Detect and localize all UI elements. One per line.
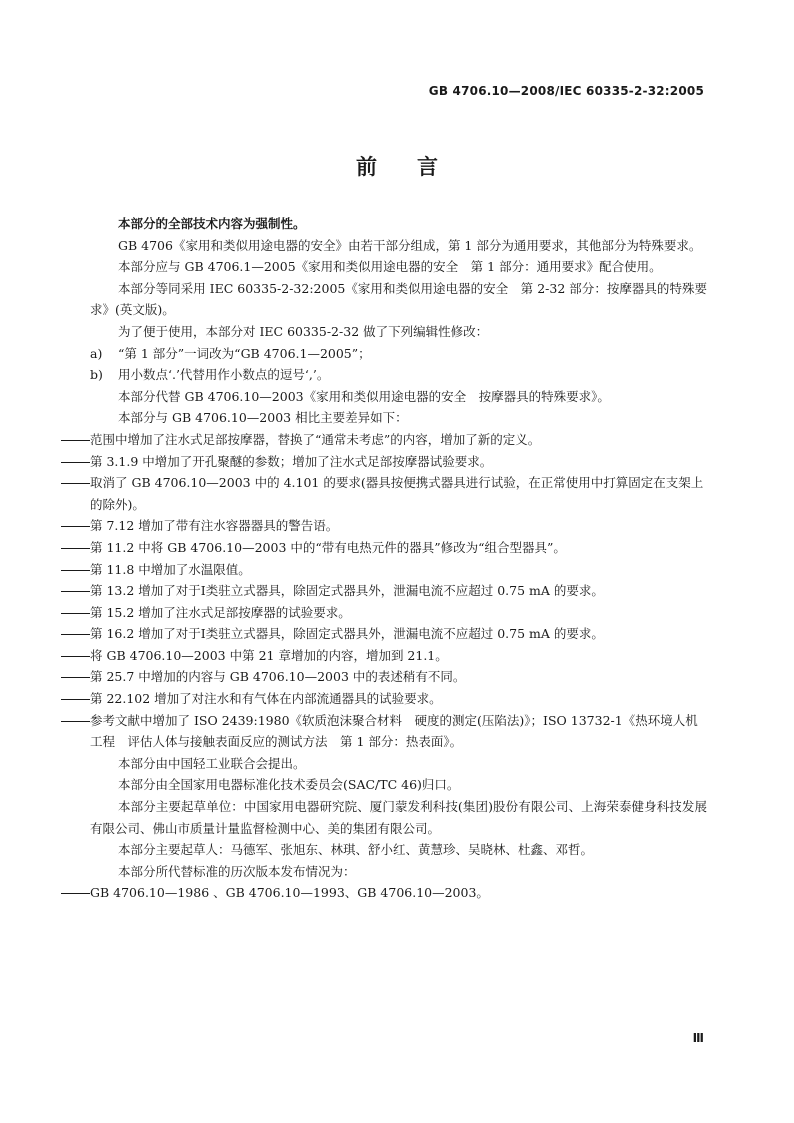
paragraph-history-intro: 本部分所代替标准的历次版本发布情况为： — [118, 863, 356, 879]
change-item-text: 第 22.102 增加了对注水和有气体在内部流通器具的试验要求。 — [90, 691, 442, 707]
paragraph-drafting-units: 本部分主要起草单位：中国家用电器研究院、厦门蒙发利科技(集团)股份有限公司、上海荣泰健身科技发展有限公司、佛山市质量计量监督检测中心、美的集团有限公司。 — [90, 799, 707, 836]
paragraph-used-with: 本部分应与 GB 4706.1—2005《家用和类似用途电器的安全 第 1 部分：通用要求》配合使用。 — [118, 259, 662, 275]
paragraph-proposed-by: 本部分由中国轻工业联合会提出。 — [118, 755, 306, 771]
em-dash-marker — [61, 526, 90, 527]
page-number: Ⅲ — [692, 1031, 704, 1045]
change-item-text: 第 11.2 中将 GB 4706.10—2003 中的“带有电热元件的器具”修改为“组合型器具”。 — [90, 539, 566, 555]
change-item-text: 第 13.2 增加了对于Ⅰ类驻立式器具，除固定式器具外，泄漏电流不应超过 0.75 mA 的要求。 — [90, 583, 604, 599]
change-item — [90, 602, 707, 624]
editorial-change-b — [90, 364, 707, 386]
change-item — [90, 472, 707, 515]
em-dash-marker — [61, 440, 90, 441]
change-item — [90, 429, 707, 451]
change-item-text: 参考文献中增加了 ISO 2439:1980《软质泡沫聚合材料 硬度的测定(压陷法)》；ISO 13732-1《热环境人机工程 评估人体与接触表面反应的测试方法 第 1 部分：热表面》。 — [90, 712, 698, 750]
change-item — [90, 710, 707, 753]
em-dash-marker — [61, 721, 90, 722]
em-dash-marker — [61, 893, 90, 894]
em-dash-marker — [61, 483, 90, 484]
editorial-change-b-text: 用小数点‘.’代替用作小数点的逗号‘,’。 — [118, 367, 330, 383]
em-dash-marker — [61, 656, 90, 657]
em-dash-marker — [61, 570, 90, 571]
change-item-text: 第 11.8 中增加了水温限值。 — [90, 561, 251, 577]
list-marker-b: b) — [90, 367, 103, 383]
change-item-text: 第 25.7 中增加的内容与 GB 4706.10—2003 中的表述稍有不同。 — [90, 669, 466, 685]
paragraph-under-jurisdiction: 本部分由全国家用电器标准化技术委员会(SAC/TC 46)归口。 — [118, 777, 460, 793]
change-item — [90, 537, 707, 559]
change-item — [90, 515, 707, 537]
change-item — [90, 666, 707, 688]
change-item — [90, 451, 707, 473]
standard-code-header: GB 4706.10—2008/IEC 60335-2-32:2005 — [428, 84, 704, 98]
change-item — [90, 645, 707, 667]
em-dash-marker — [61, 634, 90, 635]
paragraph-replaces: 本部分代替 GB 4706.10—2003《家用和类似用途电器的安全 按摩器具的特殊要求》。 — [118, 388, 610, 404]
paragraph-differences-intro: 本部分与 GB 4706.10—2003 相比主要差异如下： — [118, 410, 408, 426]
change-item — [90, 688, 707, 710]
change-item-text: 第 15.2 增加了注水式足部按摩器的试验要求。 — [90, 604, 351, 620]
paragraph-editorial-changes: 为了便于使用，本部分对 IEC 60335-2-32 做了下列编辑性修改： — [118, 323, 489, 339]
list-marker-a: a) — [90, 345, 103, 361]
paragraph-series-composition: GB 4706《家用和类似用途电器的安全》由若干部分组成，第 1 部分为通用要求，其他部分为特殊要求。 — [118, 237, 702, 253]
history-item-text: GB 4706.10—1986 、GB 4706.10—1993、GB 4706.10—2003。 — [90, 885, 489, 901]
change-item-text: 取消了 GB 4706.10—2003 中的 4.101 的要求(器具按便携式器具进行试验，在正常使用中打算固定在支架上的除外)。 — [90, 475, 704, 512]
em-dash-marker — [61, 699, 90, 700]
em-dash-marker — [61, 677, 90, 678]
change-item-text: 将 GB 4706.10—2003 中第 21 章增加的内容，增加到 21.1。 — [90, 647, 448, 663]
editorial-change-a — [90, 343, 707, 365]
change-item-text: 范围中增加了注水式足部按摩器，替换了“通常未考虑”的内容，增加了新的定义。 — [90, 431, 541, 447]
em-dash-marker — [61, 548, 90, 549]
em-dash-marker — [61, 591, 90, 592]
change-item-text: 第 16.2 增加了对于Ⅰ类驻立式器具，除固定式器具外，泄漏电流不应超过 0.75 mA 的要求。 — [90, 626, 604, 642]
editorial-change-a-text: “第 1 部分”一词改为“GB 4706.1—2005”； — [118, 345, 371, 361]
change-item — [90, 623, 707, 645]
em-dash-marker — [61, 613, 90, 614]
history-item — [90, 882, 707, 904]
em-dash-marker — [61, 462, 90, 463]
paragraph-identical-adoption: 本部分等同采用 IEC 60335-2-32:2005《家用和类似用途电器的安全 第 2-32 部分：按摩器具的特殊要求》(英文版)。 — [90, 280, 707, 318]
change-item — [90, 580, 707, 602]
change-item-text: 第 7.12 增加了带有注水容器器具的警告语。 — [90, 518, 339, 534]
page-title: 前言 — [356, 155, 478, 179]
change-item — [90, 559, 707, 581]
change-item-text: 第 3.1.9 中增加了开孔聚醚的参数；增加了注水式足部按摩器试验要求。 — [90, 453, 493, 469]
paragraph-drafters: 本部分主要起草人：马德军、张旭东、林琪、舒小红、黄慧珍、吴晓林、杜鑫、邓哲。 — [118, 842, 594, 858]
foreword-body — [90, 213, 707, 904]
mandatory-statement: 本部分的全部技术内容为强制性。 — [118, 216, 306, 231]
